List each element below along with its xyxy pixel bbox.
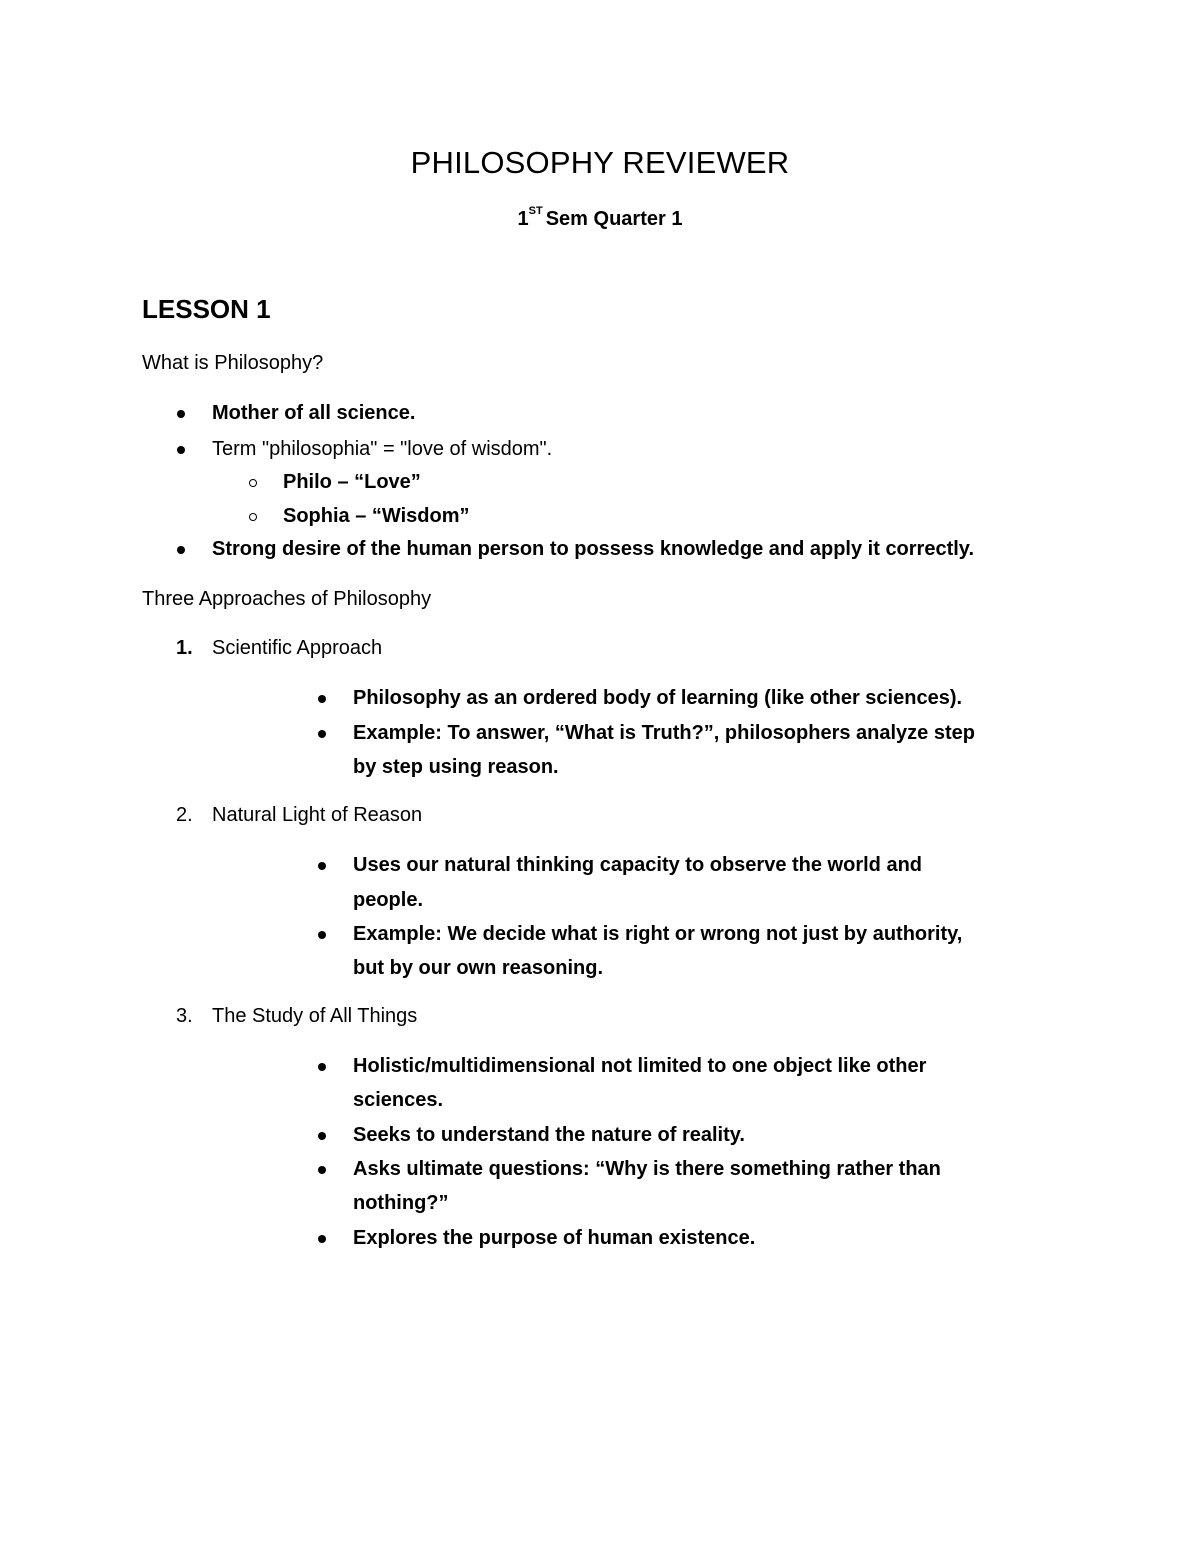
approach-point: Explores the purpose of human existence. bbox=[353, 1227, 756, 1249]
approach-title: The Study of All Things bbox=[212, 1005, 418, 1027]
approach-point: Example: To answer, “What is Truth?”, philosophers analyze step bbox=[353, 722, 975, 744]
approach-point: Asks ultimate questions: “Why is there something rather than bbox=[353, 1158, 941, 1180]
approach-number: 2. bbox=[176, 804, 193, 826]
approach-point-continuation: nothing?” bbox=[353, 1192, 449, 1214]
approach-point: Example: We decide what is right or wrong not just by authority, bbox=[353, 923, 963, 945]
list-item: Mother of all science. bbox=[212, 402, 416, 424]
bullet-icon bbox=[318, 1063, 326, 1071]
bullet-icon bbox=[318, 1132, 326, 1140]
section-heading-what-is-philosophy: What is Philosophy? bbox=[142, 352, 324, 374]
subtitle-number: 1 bbox=[517, 208, 529, 230]
approach-title: Natural Light of Reason bbox=[212, 804, 423, 826]
approach-point: Holistic/multidimensional not limited to one object like other bbox=[353, 1055, 927, 1077]
bullet-icon bbox=[177, 446, 185, 454]
bullet-icon bbox=[318, 1235, 326, 1243]
section-heading-three-approaches: Three Approaches of Philosophy bbox=[142, 588, 432, 610]
approach-number: 1. bbox=[176, 637, 193, 659]
bullet-icon bbox=[318, 862, 326, 870]
bullet-icon bbox=[318, 1166, 326, 1174]
bullet-icon bbox=[177, 410, 185, 418]
bullet-icon bbox=[318, 695, 326, 703]
list-item: Term "philosophia" = "love of wisdom". bbox=[212, 438, 553, 460]
document-subtitle bbox=[0, 205, 1200, 231]
bullet-icon bbox=[318, 931, 326, 939]
bullet-icon bbox=[177, 546, 185, 554]
approach-point-continuation: by step using reason. bbox=[353, 756, 559, 778]
hollow-bullet-icon bbox=[249, 479, 257, 487]
document-title: PHILOSOPHY REVIEWER bbox=[410, 145, 790, 180]
sub-list-item: Philo – “Love” bbox=[283, 471, 421, 493]
bullet-icon bbox=[318, 730, 326, 738]
approach-point-continuation: sciences. bbox=[353, 1089, 444, 1111]
approach-point: Philosophy as an ordered body of learning (like other sciences). bbox=[353, 687, 963, 709]
list-item: Strong desire of the human person to possess knowledge and apply it correctly. bbox=[212, 538, 975, 560]
lesson-heading: LESSON 1 bbox=[142, 294, 271, 324]
approach-point: Seeks to understand the nature of reality. bbox=[353, 1124, 745, 1146]
approach-point-continuation: people. bbox=[353, 889, 424, 911]
approach-title: Scientific Approach bbox=[212, 637, 383, 659]
approach-number: 3. bbox=[176, 1005, 193, 1027]
approach-point-continuation: but by our own reasoning. bbox=[353, 957, 603, 979]
approach-point: Uses our natural thinking capacity to observe the world and bbox=[353, 854, 923, 876]
hollow-bullet-icon bbox=[249, 513, 257, 521]
subtitle-rest: Sem Quarter 1 bbox=[545, 208, 683, 230]
sub-list-item: Sophia – “Wisdom” bbox=[283, 505, 470, 527]
subtitle-superscript: ST bbox=[528, 205, 543, 217]
